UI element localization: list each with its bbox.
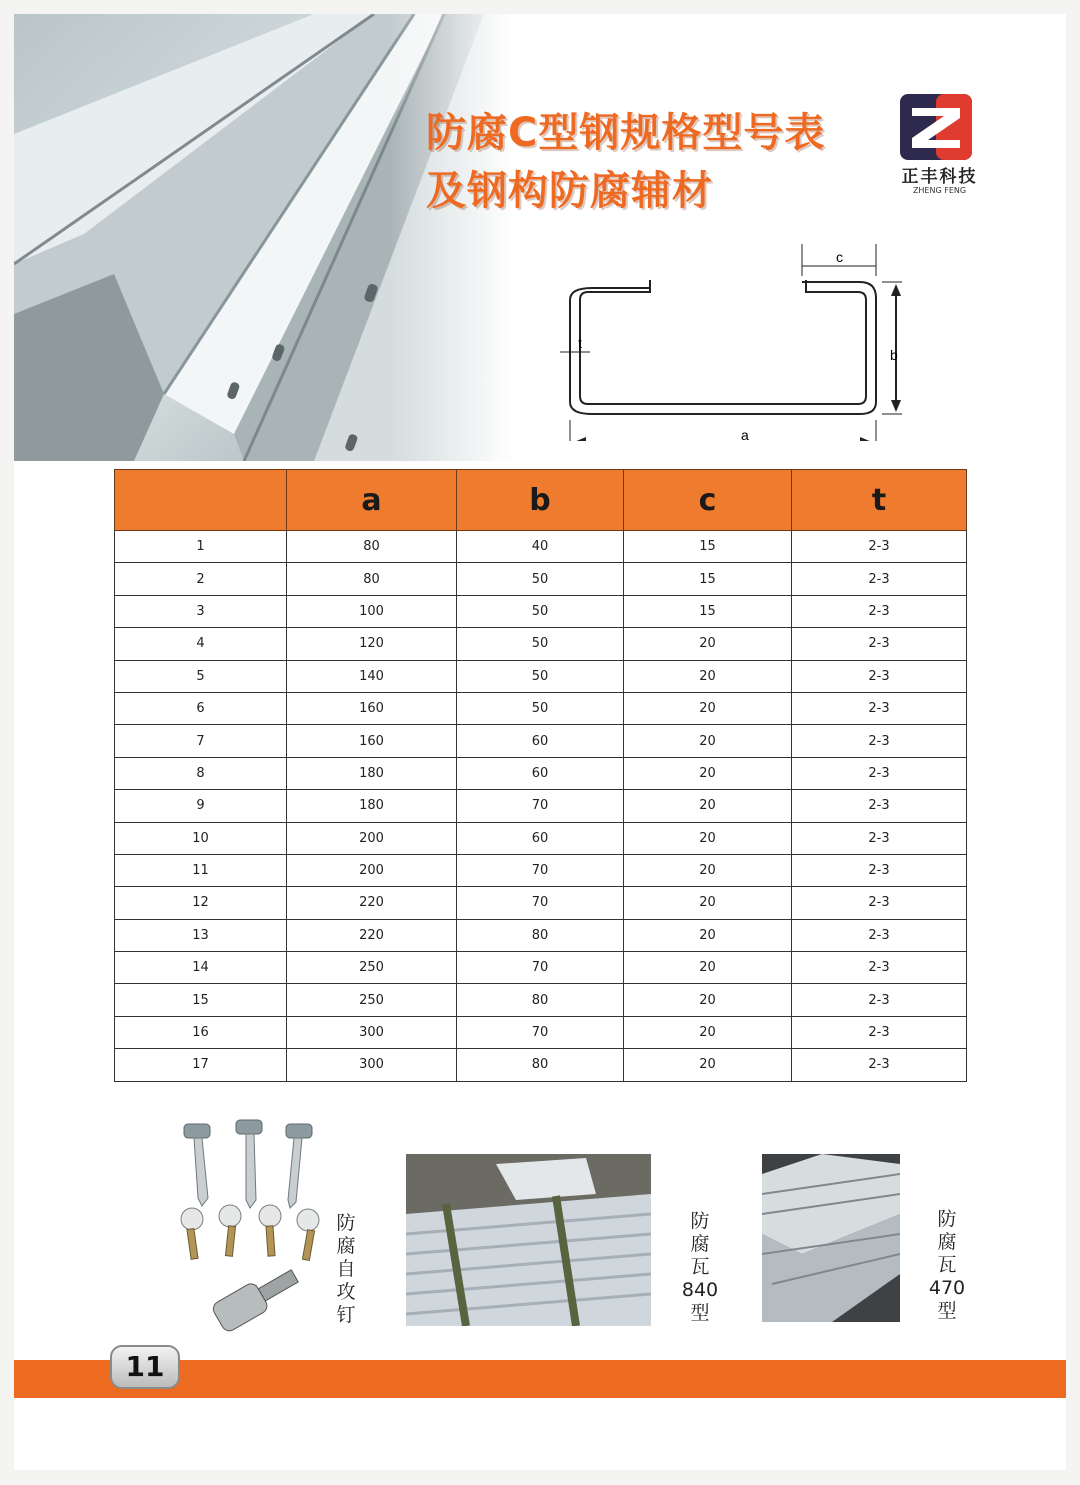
cell-index: 17 [115,1049,287,1081]
table-row [115,1016,967,1048]
table-row [115,531,967,563]
logo-english-name: ZHENG FENG [912,186,967,195]
title-line-2: 及钢构防腐辅材 [426,168,713,214]
cell-a: 250 [287,952,457,984]
cell-t: 2-3 [792,595,967,627]
cell-a: 300 [287,1049,457,1081]
header-t: t [792,470,967,531]
cell-a: 120 [287,628,457,660]
roof-tile-840-photo [406,1154,651,1326]
label-char: 470 [928,1277,966,1299]
cell-a: 300 [287,1016,457,1048]
cell-a: 250 [287,984,457,1016]
cell-c: 20 [624,822,792,854]
cell-c: 20 [624,952,792,984]
label-char: 腐 [937,1231,957,1253]
cell-t: 2-3 [792,563,967,595]
cell-index: 1 [115,531,287,563]
cell-index: 16 [115,1016,287,1048]
cell-t: 2-3 [792,725,967,757]
cell-c: 20 [624,984,792,1016]
table-row [115,725,967,757]
cell-c: 15 [624,531,792,563]
cell-a: 220 [287,887,457,919]
label-char: 瓦 [690,1256,710,1278]
cell-a: 80 [287,531,457,563]
table-row [115,919,967,951]
label-char: 攻 [336,1281,356,1303]
cell-a: 220 [287,919,457,951]
table-row [115,887,967,919]
cell-index: 2 [115,563,287,595]
cell-b: 80 [457,984,624,1016]
label-char: 钉 [336,1304,356,1326]
product-label-screws [329,1212,363,1327]
cell-index: 3 [115,595,287,627]
cell-a: 100 [287,595,457,627]
cell-b: 60 [457,822,624,854]
header-index [115,470,287,531]
label-char: 防 [937,1208,957,1230]
cell-b: 70 [457,887,624,919]
header-b: b [457,470,624,531]
cell-b: 40 [457,531,624,563]
cell-c: 15 [624,595,792,627]
cell-b: 50 [457,660,624,692]
table-row [115,1049,967,1081]
cell-index: 8 [115,757,287,789]
table-row [115,692,967,724]
cell-c: 15 [624,563,792,595]
cell-b: 70 [457,854,624,886]
spec-table [114,469,967,1082]
table-row [115,660,967,692]
cell-c: 20 [624,854,792,886]
cell-t: 2-3 [792,822,967,854]
cell-a: 160 [287,692,457,724]
catalog-page [14,14,1066,1470]
table-row [115,628,967,660]
label-char: 840 [681,1279,719,1301]
logo-chinese-name: 正丰科技 [901,167,978,187]
cell-c: 20 [624,628,792,660]
cell-c: 20 [624,790,792,822]
product-label-tile-470 [927,1208,967,1323]
cell-c: 20 [624,1016,792,1048]
cell-a: 180 [287,790,457,822]
cell-t: 2-3 [792,628,967,660]
cell-t: 2-3 [792,790,967,822]
dim-label-b: b [890,347,898,363]
dim-label-t: t [578,335,582,351]
cell-a: 160 [287,725,457,757]
cell-b: 80 [457,1049,624,1081]
table-row [115,757,967,789]
table-row [115,984,967,1016]
c-section-diagram [556,236,916,441]
cell-index: 6 [115,692,287,724]
dim-label-c: c [836,249,843,265]
cell-a: 180 [287,757,457,789]
cell-t: 2-3 [792,952,967,984]
cell-b: 50 [457,563,624,595]
cell-t: 2-3 [792,692,967,724]
label-char: 瓦 [937,1254,957,1276]
table-row [115,952,967,984]
cell-index: 15 [115,984,287,1016]
cell-a: 140 [287,660,457,692]
cell-t: 2-3 [792,531,967,563]
header-c: c [624,470,792,531]
page-title [426,104,825,220]
cell-b: 50 [457,628,624,660]
zf-logo-mark [900,94,972,160]
cell-t: 2-3 [792,919,967,951]
cell-b: 70 [457,790,624,822]
label-char: 腐 [690,1233,710,1255]
self-tapping-screws-photo [164,1114,334,1334]
cell-b: 80 [457,919,624,951]
cell-index: 7 [115,725,287,757]
table-row [115,854,967,886]
cell-index: 13 [115,919,287,951]
cell-c: 20 [624,919,792,951]
cell-b: 50 [457,595,624,627]
table-row [115,563,967,595]
cell-index: 5 [115,660,287,692]
dim-label-a: a [741,427,749,441]
cell-index: 10 [115,822,287,854]
cell-b: 50 [457,692,624,724]
cell-t: 2-3 [792,757,967,789]
table-header-row [115,470,967,531]
cell-c: 20 [624,1049,792,1081]
roof-tile-470-photo [762,1154,900,1322]
page-number: 11 [110,1345,180,1389]
cell-c: 20 [624,887,792,919]
label-char: 自 [336,1258,356,1280]
table-row [115,595,967,627]
cell-t: 2-3 [792,984,967,1016]
label-char: 防 [336,1212,356,1234]
cell-a: 200 [287,854,457,886]
label-char: 腐 [336,1235,356,1257]
cell-a: 80 [287,563,457,595]
cell-t: 2-3 [792,1049,967,1081]
cell-index: 11 [115,854,287,886]
product-label-tile-840 [680,1210,720,1325]
label-char: 防 [690,1210,710,1232]
cell-c: 20 [624,757,792,789]
table-row [115,790,967,822]
company-logo [892,94,987,204]
table-body [115,531,967,1082]
cell-b: 70 [457,1016,624,1048]
cell-c: 20 [624,692,792,724]
cell-t: 2-3 [792,660,967,692]
label-char: 型 [690,1302,710,1324]
cell-index: 9 [115,790,287,822]
cell-b: 60 [457,725,624,757]
cell-t: 2-3 [792,854,967,886]
c-steel-photo [14,14,514,461]
cell-t: 2-3 [792,887,967,919]
title-line-1: 防腐C型钢规格型号表 [426,110,826,156]
cell-c: 20 [624,660,792,692]
cell-t: 2-3 [792,1016,967,1048]
cell-index: 14 [115,952,287,984]
table-row [115,822,967,854]
cell-index: 4 [115,628,287,660]
label-char: 型 [937,1300,957,1322]
cell-index: 12 [115,887,287,919]
cell-b: 60 [457,757,624,789]
cell-a: 200 [287,822,457,854]
cell-b: 70 [457,952,624,984]
cell-c: 20 [624,725,792,757]
header-a: a [287,470,457,531]
